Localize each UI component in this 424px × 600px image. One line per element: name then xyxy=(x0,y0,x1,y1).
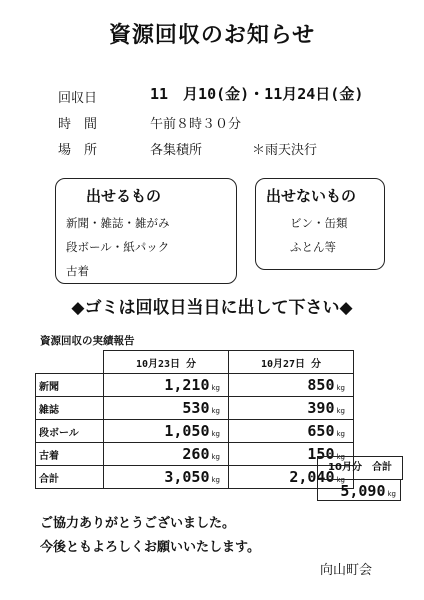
unit-label: kg xyxy=(211,407,220,415)
not-acceptable-heading: 出せないもの xyxy=(266,187,357,205)
place-value: 各集積所 xyxy=(150,143,203,158)
unit-label: kg xyxy=(387,490,396,498)
rain-note: ＊雨天決行 xyxy=(252,143,318,158)
value-cell: 260 xyxy=(182,445,210,463)
row-label: 合計 xyxy=(36,466,104,489)
report-table xyxy=(35,350,354,489)
acceptable-item: 古着 xyxy=(66,264,89,278)
row-label: 古着 xyxy=(36,443,104,466)
col2-header: 10月27日 分 xyxy=(229,351,354,374)
row-label: 段ボール xyxy=(36,420,104,443)
table-row xyxy=(36,397,354,420)
unit-label: kg xyxy=(211,453,220,461)
table-row xyxy=(36,466,354,489)
time-value: 午前８時３０分 xyxy=(150,117,242,132)
value-cell: 2,040 xyxy=(289,468,335,486)
value-cell: 150 xyxy=(307,445,335,463)
unit-label: kg xyxy=(336,384,345,392)
value-cell: 1,210 xyxy=(164,376,210,394)
header-empty-cell xyxy=(36,351,104,374)
place-label: 場 所 xyxy=(58,143,98,158)
table-row xyxy=(36,420,354,443)
acceptable-item: 段ボール・紙パック xyxy=(66,240,170,254)
acceptable-items-box xyxy=(55,178,237,284)
table-header-row xyxy=(36,351,354,374)
acceptable-heading: 出せるもの xyxy=(86,187,162,205)
value-cell: 850 xyxy=(307,376,335,394)
report-title: 資源回収の実績報告 xyxy=(40,335,135,347)
unit-label: kg xyxy=(211,476,220,484)
acceptable-item: 新聞・雑誌・雑がみ xyxy=(66,216,170,230)
value-cell: 3,050 xyxy=(164,468,210,486)
unit-label: kg xyxy=(211,384,220,392)
time-label: 時 間 xyxy=(58,117,98,132)
collection-day-value: 11 月10(金)・11月24日(金) xyxy=(150,85,364,103)
not-acceptable-items-box xyxy=(255,178,385,270)
col1-header: 10月23日 分 xyxy=(104,351,229,374)
month-total-value: 5,090 xyxy=(340,482,386,500)
unit-label: kg xyxy=(336,407,345,415)
collection-day-label: 回収日 xyxy=(58,91,98,106)
signature: 向山町会 xyxy=(320,563,373,578)
thanks-line-2: 今後ともよろしくお願いいたします。 xyxy=(40,540,260,555)
value-cell: 530 xyxy=(182,399,210,417)
not-acceptable-item: ビン・缶類 xyxy=(290,216,348,230)
notice-banner: ◆ゴミは回収日当日に出して下さい◆ xyxy=(71,298,353,318)
unit-label: kg xyxy=(336,430,345,438)
unit-label: kg xyxy=(336,476,345,484)
row-label: 新聞 xyxy=(36,374,104,397)
row-label: 雑誌 xyxy=(36,397,104,420)
page-title: 資源回収のお知らせ xyxy=(108,23,316,48)
table-row xyxy=(36,374,354,397)
month-total-label: 10月分 合計 xyxy=(317,456,403,480)
not-acceptable-item: ふとん等 xyxy=(290,240,336,254)
thanks-line-1: ご協力ありがとうございました。 xyxy=(40,516,236,531)
value-cell: 650 xyxy=(307,422,335,440)
unit-label: kg xyxy=(336,453,345,461)
unit-label: kg xyxy=(211,430,220,438)
value-cell: 390 xyxy=(307,399,335,417)
table-row xyxy=(36,443,354,466)
value-cell: 1,050 xyxy=(164,422,210,440)
